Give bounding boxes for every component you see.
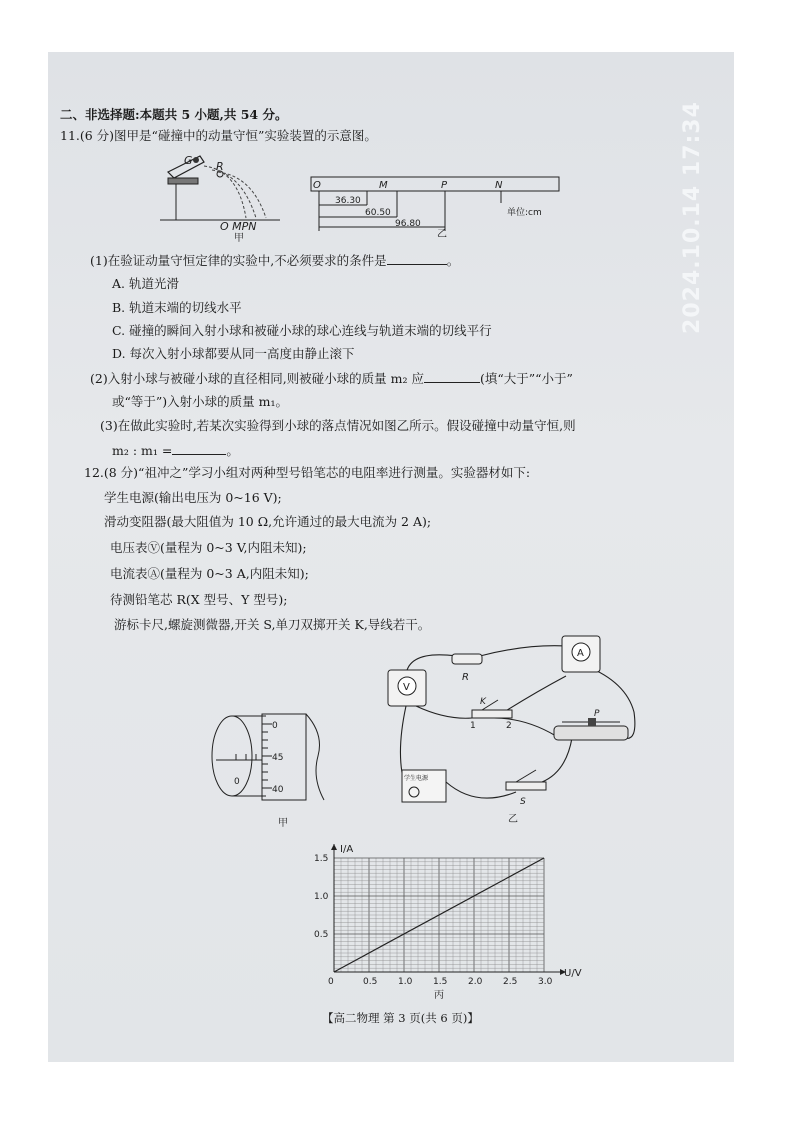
q12-stem: 12.(8 分)“祖冲之”学习小组对两种型号铅笔芯的电阻率进行测量。实验器材如下:: [84, 465, 531, 480]
q11-option-c: C. 碰撞的瞬间入射小球和被碰小球的球心连线与轨道末端的切线平行: [112, 323, 492, 338]
resistor-label: R: [462, 672, 469, 683]
ground-labels: O MPN: [220, 220, 257, 233]
q11-option-a: A. 轨道光滑: [112, 276, 179, 291]
circuit-figure: [376, 632, 646, 828]
q11-stem: 11.(6 分)图甲是“碰撞中的动量守恒”实验装置的示意图。: [60, 128, 377, 143]
ammeter-label: A: [577, 648, 584, 659]
timestamp-watermark: 2024.10.14 17:34: [679, 100, 705, 334]
q11-sub1: (1)在验证动量守恒定律的实验中,不必须要求的条件是 。: [90, 253, 460, 268]
q11-sub2-line1: (2)入射小球与被碰小球的直径相同,则被碰小球的质量 m₂ 应 (填“大于”“小于”: [90, 371, 573, 386]
scale-0: 0: [272, 721, 278, 731]
x-axis-label: U/V: [564, 968, 582, 979]
x-tick-label: 0.5: [363, 977, 378, 987]
voltmeter-label: V: [403, 682, 410, 693]
switch-pos-2: 2: [506, 721, 512, 731]
iu-chart: [300, 830, 600, 1000]
x-tick-label: 1.5: [433, 977, 448, 987]
q12-item-power: 学生电源(输出电压为 0~16 V);: [104, 490, 282, 505]
point-o: O: [313, 180, 321, 191]
x-tick-label: 2.0: [468, 977, 483, 987]
y-axis-arrow: [331, 844, 337, 850]
circuit-caption: 乙: [508, 814, 518, 825]
fig-jia-caption: 甲: [234, 233, 244, 242]
measure-op: 60.50: [365, 208, 391, 218]
page-footer: 【高二物理 第 3 页(共 6 页)】: [322, 1011, 479, 1025]
switch-s-label: S: [520, 797, 526, 807]
x-tick-label: 2.5: [503, 977, 518, 987]
y-tick-label: 1.5: [314, 854, 329, 864]
scale-40: 40: [272, 785, 284, 795]
rheostat-icon: [554, 726, 628, 740]
measure-on: 96.80: [395, 219, 421, 229]
unit-label: 单位:cm: [507, 208, 542, 218]
q12-item-rheostat: 滑动变阻器(最大阻值为 10 Ω,允许通过的最大电流为 2 A);: [104, 514, 432, 529]
label-r: R: [216, 160, 224, 173]
q11-fig-jia: [160, 150, 290, 242]
q11-fig-yi: [305, 175, 565, 237]
label-g: G: [184, 154, 193, 167]
y-axis-label: I/A: [340, 844, 354, 855]
power-source-label: 学生电源: [404, 775, 429, 782]
x-tick-label: 0: [328, 977, 334, 987]
y-tick-label: 0.5: [314, 930, 329, 940]
point-p: P: [441, 180, 448, 191]
q11-sub3-line1: (3)在做此实验时,若某次实验得到小球的落点情况如图乙所示。假设碰撞中动量守恒,则: [100, 418, 576, 433]
q12-item-voltmeter: 电压表Ⓥ(量程为 0~3 V,内阻未知);: [110, 540, 307, 555]
q12-item-ammeter: 电流表Ⓐ(量程为 0~3 A,内阻未知);: [110, 566, 309, 581]
point-n: N: [495, 180, 503, 191]
q11-sub2-line2: 或“等于”)入射小球的质量 m₁。: [112, 394, 288, 409]
fig-yi-caption: 乙: [437, 229, 447, 237]
switch-pos-1: 1: [470, 721, 476, 731]
micrometer-figure: [206, 710, 336, 834]
point-m: M: [379, 180, 388, 191]
micrometer-caption: 甲: [278, 818, 288, 829]
q11-option-b: B. 轨道末端的切线水平: [112, 300, 242, 315]
double-throw-switch-icon: [472, 710, 512, 718]
section-title: 二、非选择题:本题共 5 小题,共 54 分。: [60, 107, 288, 122]
scale-45: 45: [272, 753, 284, 763]
y-tick-label: 1.0: [314, 892, 329, 902]
q12-item-pencil: 待测铅笔芯 R(X 型号、Y 型号);: [110, 592, 288, 607]
main-scale-0: 0: [234, 777, 240, 787]
q12-item-tools: 游标卡尺,螺旋测微器,开关 S,单刀双掷开关 K,导线若干。: [114, 617, 431, 632]
resistor-icon: [452, 654, 482, 664]
measure-om: 36.30: [335, 196, 361, 206]
q11-sub3-line2: m₂ : m₁ = 。: [112, 443, 239, 458]
rheostat-p-label: P: [594, 709, 600, 719]
q11-option-d: D. 每次入射小球都要从同一高度由静止滚下: [112, 346, 355, 361]
switch-k-label: K: [480, 697, 486, 707]
switch-s-icon: [506, 782, 546, 790]
x-tick-label: 3.0: [538, 977, 553, 987]
chart-caption: 丙: [434, 990, 444, 1000]
x-tick-label: 1.0: [398, 977, 413, 987]
